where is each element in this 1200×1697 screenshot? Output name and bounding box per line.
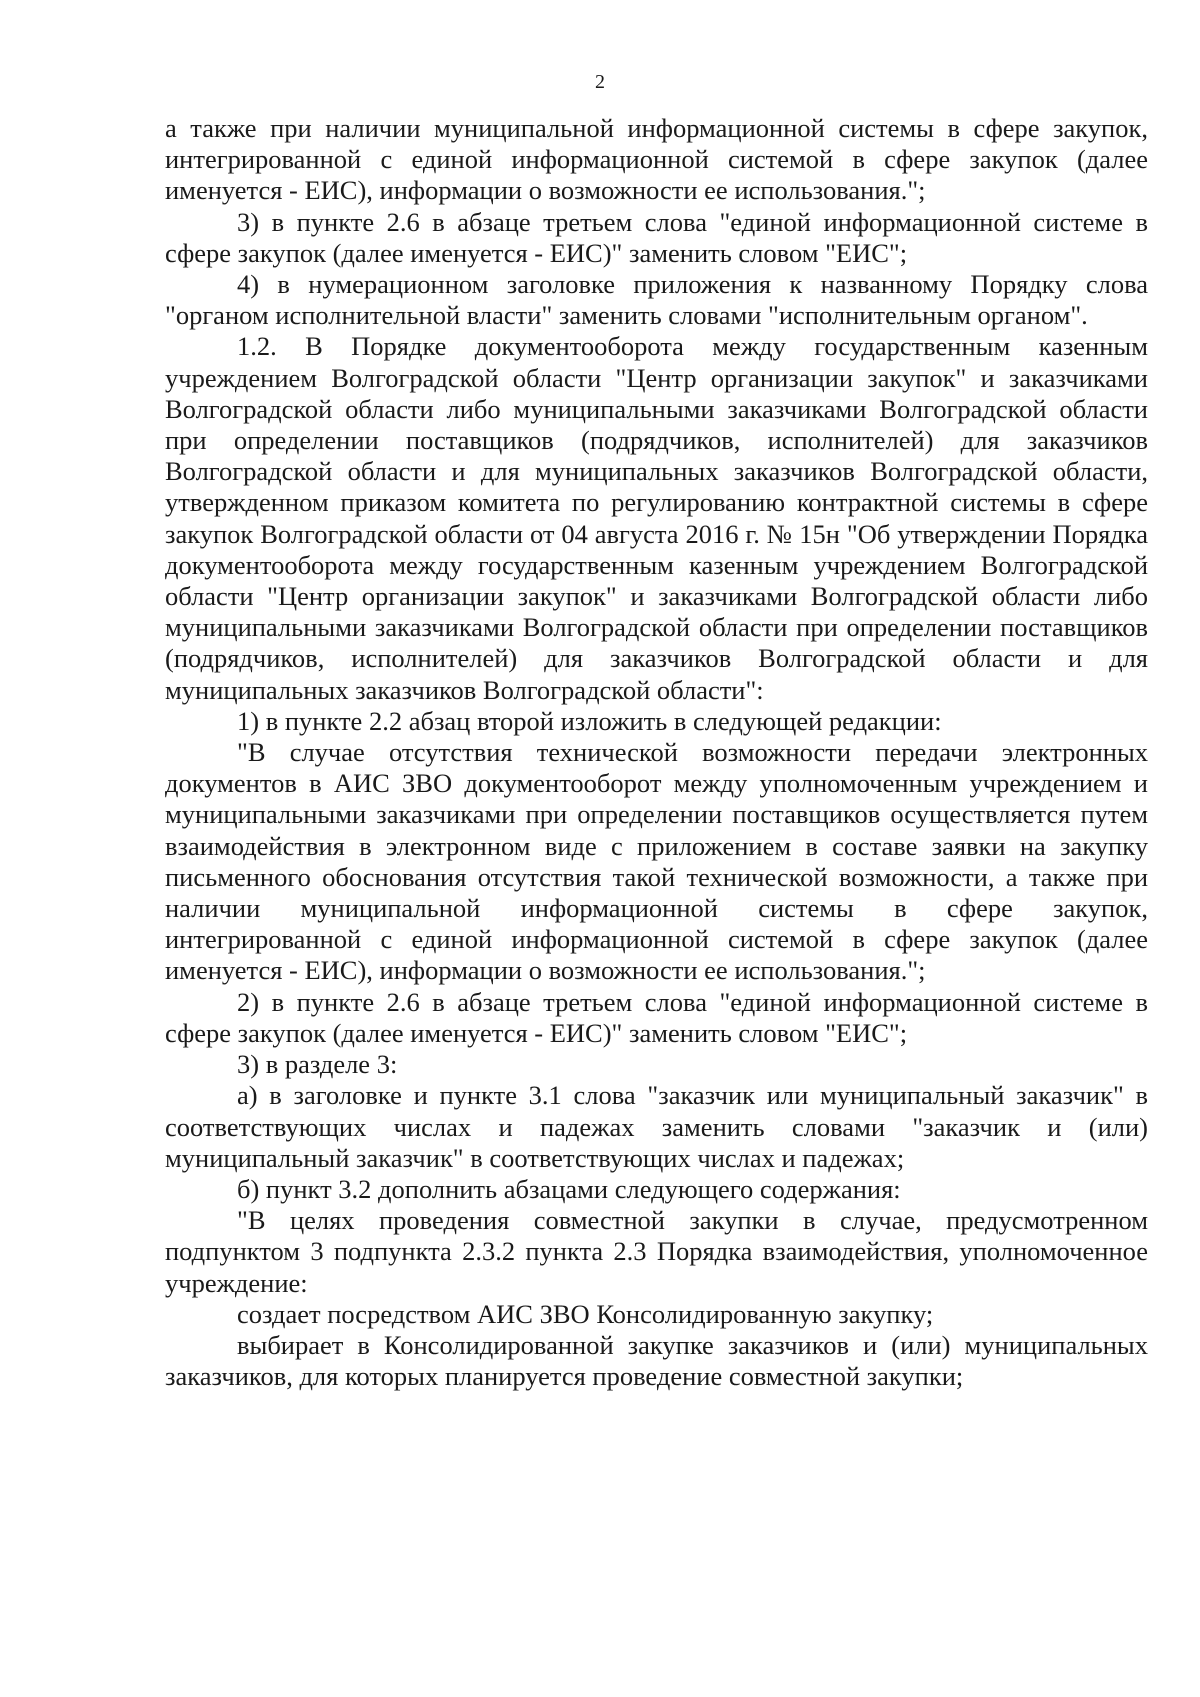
paragraph: а также при наличии муниципальной информационной системы в сфере закупок, интегрированной с единой информационной системой в сфере закупок (далее именуется - ЕИС), информации о возможности ее использования."; [165,113,1148,206]
paragraph: "В случае отсутствия технической возможности передачи электронных документов в АИС ЗВО документооборот между уполномоченным учреждением и муниципальными заказчиками при определении поставщиков осуществляется путем взаимодействия в электронном виде с приложением в составе заявки на закупку письменного обоснования отсутствия такой технической возможности, а также при наличии муниципальной информационной системы в сфере закупок, интегрированной с единой информационной системой в сфере закупок (далее именуется - ЕИС), информации о возможности ее использования."; [165,737,1148,986]
paragraph: 3) в пункте 2.6 в абзаце третьем слова "единой информационной системе в сфере закупок (далее именуется - ЕИС)" заменить словом "ЕИС"; [165,206,1148,268]
paragraph: 2) в пункте 2.6 в абзаце третьем слова "единой информационной системе в сфере закупок (далее именуется - ЕИС)" заменить словом "ЕИС"; [165,986,1148,1048]
document-body [165,113,1148,1392]
page-number: 2 [595,71,605,93]
paragraph: 1) в пункте 2.2 абзац второй изложить в следующей редакции: [237,705,942,736]
paragraph: а) в заголовке и пункте 3.1 слова "заказчик или муниципальный заказчик" в соответствующих числах и падежах заменить словами "заказчик и (или) муниципальный заказчик" в соответствующих числах и падежах; [165,1080,1148,1173]
paragraph: выбирает в Консолидированной закупке заказчиков и (или) муниципальных заказчиков, для которых планируется проведение совместной закупки; [165,1329,1148,1392]
paragraph: б) пункт 3.2 дополнить абзацами следующего содержания: [237,1173,901,1204]
paragraph: "В целях проведения совместной закупки в случае, предусмотренном подпунктом 3 подпункта 2.3.2 пункта 2.3 Порядка взаимодействия, уполномоченное учреждение: [165,1205,1148,1298]
paragraph: 1.2. В Порядке документооборота между государственным казенным учреждением Волгоградской области "Центр организации закупок" и заказчиками Волгоградской области либо муниципальными заказчиками Волгоградской области при определении поставщиков (подрядчиков, исполнителей) для заказчиков Волгоградской области и для муниципальных заказчиков Волгоградской области, утвержденном приказом комитета по регулированию контрактной системы в сфере закупок Волгоградской области от 04 августа 2016 г. № 15н "Об утверждении Порядка документооборота между государственным казенным учреждением Волгоградской области "Центр организации закупок" и заказчиками Волгоградской области либо муниципальными заказчиками Волгоградской области при определении поставщиков (подрядчиков, исполнителей) для заказчиков Волгоградской области и для муниципальных заказчиков Волгоградской области": [165,331,1148,705]
paragraph: создает посредством АИС ЗВО Консолидированную закупку; [237,1298,934,1329]
paragraph: 3) в разделе 3: [237,1049,398,1080]
paragraph: 4) в нумерационном заголовке приложения к названному Порядку слова "органом исполнительной власти" заменить словами "исполнительным органом". [165,269,1148,331]
